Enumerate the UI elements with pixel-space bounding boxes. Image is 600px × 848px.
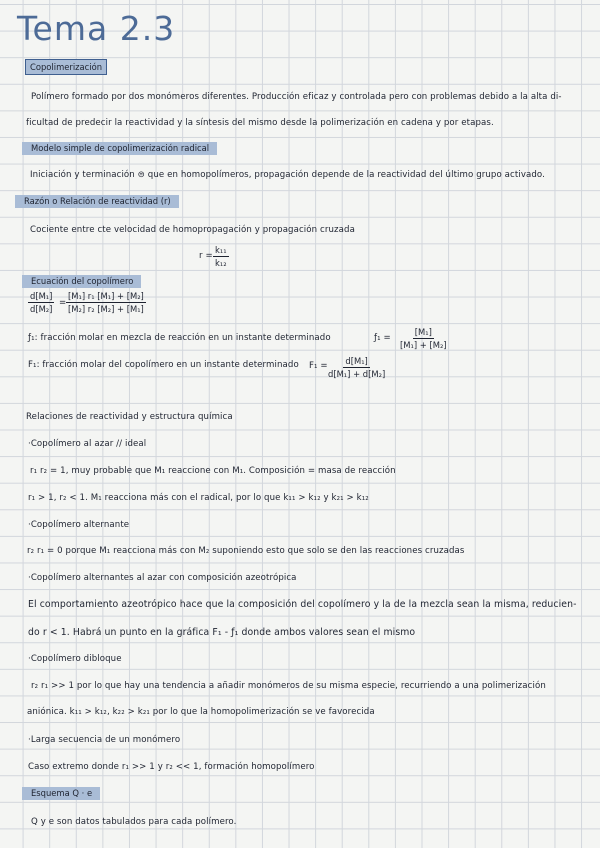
section-heading-modelo: Modelo simple de copolimerización radical [22, 142, 217, 155]
section-heading-razon: Razón o Relación de reactividad (r) [15, 195, 179, 208]
alternante-line-1: r₂ r₁ = 0 porque M₁ reacciona más con M₂ suponiendo esto que solo se den las reacciones cruzadas [27, 546, 465, 556]
modelo-text-line-1: Iniciación y terminación ⊜ que en homopolímeros, propagación depende de la reactividad del último grupo activado. [30, 170, 545, 180]
azeotropico-title: ·Copolímero alternantes al azar con composición azeotrópica [28, 573, 297, 583]
f1-formula-fraction [398, 327, 449, 350]
F1-definition: F₁: fracción molar del copolímero en un instante determinado [28, 360, 299, 370]
ecuacion-lhs-numerator: d[M₁] [30, 291, 53, 301]
azar-ideal-line-1: r₁ r₂ = 1, muy probable que M₁ reaccione con M₁. Composición = masa de reacción [30, 466, 396, 476]
F1-formula-lhs: F₁ = [309, 361, 328, 371]
razon-formula-denominator: k₁₂ [215, 258, 227, 268]
azar-ideal-line-2: r₁ > 1, r₂ < 1. M₁ reacciona más con el radical, por lo que k₁₁ > k₁₂ y k₂₁ > k₁₂ [28, 493, 369, 503]
ecuacion-equals: = [59, 298, 67, 308]
alternante-title: ·Copolímero alternante [28, 520, 130, 530]
razon-formula-numerator: k₁₁ [215, 245, 227, 255]
azar-ideal-title: ·Copolímero al azar // ideal [28, 439, 147, 449]
ecuacion-rhs-numerator: [M₁] r₁ [M₁] + [M₂] [68, 291, 144, 301]
dibloque-line-2: aniónica. k₁₁ > k₁₂, k₂₂ > k₂₁ por lo que la homopolimerización se ve favorecida [27, 707, 375, 717]
azeotropico-line-1: El comportamiento azeotrópico hace que la composición del copolímero y la de la mezcla sean la misma, reducien- [28, 599, 577, 610]
azeotropico-line-2: do r < 1. Habrá un punto en la gráfica F₁ - ƒ₁ donde ambos valores sean el mismo [28, 627, 416, 638]
F1-formula-fraction [326, 356, 387, 379]
esquema-text-line-1: Q y e son datos tabulados para cada polímero. [31, 817, 237, 827]
f1-definition: ƒ₁: fracción molar en mezcla de reacción en un instante determinado [28, 333, 331, 343]
copolimerizacion-text-line-1: Polímero formado por dos monómeros diferentes. Producción eficaz y controlada pero con problemas debido a la alta di- [31, 92, 562, 102]
section-heading-copolimerizacion: Copolimerización [25, 59, 107, 75]
ecuacion-lhs-denominator: d[M₂] [30, 304, 53, 314]
dibloque-title: ·Copolímero dibloque [28, 654, 122, 664]
f1-formula-lhs: ƒ₁ = [374, 333, 391, 343]
page-title: Tema 2.3 [17, 9, 176, 48]
f1-formula-denominator: [M₁] + [M₂] [400, 340, 447, 350]
razon-formula-lhs: r = [199, 251, 213, 261]
dibloque-line-1: r₂ r₁ >> 1 por lo que hay una tendencia a añadir monómeros de su misma especie, recurriendo a una polimerización [31, 681, 546, 691]
ecuacion-rhs-fraction [66, 291, 146, 314]
F1-formula-numerator: d[M₁] [345, 356, 368, 366]
larga-secuencia-line-1: Caso extremo donde r₁ >> 1 y r₂ << 1, formación homopolímero [28, 762, 315, 772]
ecuacion-lhs-fraction [28, 291, 54, 314]
larga-secuencia-title: ·Larga secuencia de un monómero [28, 735, 181, 745]
ecuacion-rhs-denominator: [M₂] r₂ [M₂] + [M₁] [68, 304, 144, 314]
razon-formula-fraction [213, 245, 229, 268]
section-heading-esquema: Esquema Q · e [22, 787, 100, 800]
copolimerizacion-text-line-2: ficultad de predecir la reactividad y la síntesis del mismo desde la polimerización en cadena y por etapas. [26, 118, 494, 128]
section-heading-ecuacion: Ecuación del copolímero [22, 275, 141, 288]
razon-text-line-1: Cociente entre cte velocidad de homopropagación y propagación cruzada [30, 225, 355, 235]
F1-formula-denominator: d[M₁] + d[M₂] [328, 369, 386, 379]
relaciones-heading: Relaciones de reactividad y estructura química [26, 412, 233, 422]
f1-formula-numerator: [M₁] [414, 327, 432, 337]
